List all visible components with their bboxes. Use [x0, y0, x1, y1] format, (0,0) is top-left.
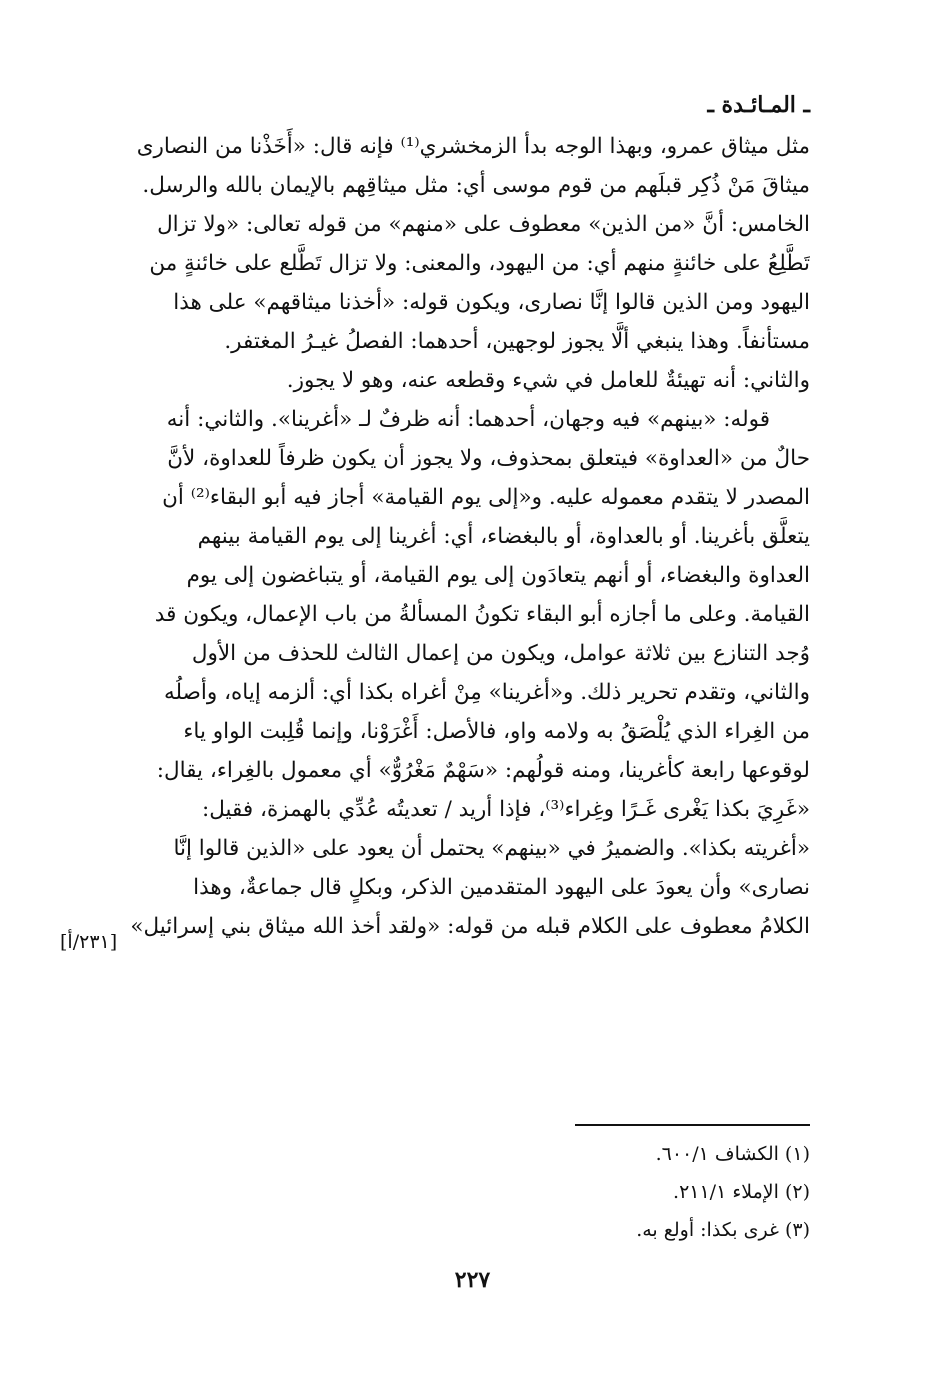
text-line: مثل ميثاق عمرو، وبهذا الوجه بدأ الزمخشري⁽¹⁾ فإنه قال: «أَخَذْنا من النصارى	[136, 134, 810, 159]
text-line: «أغريته بكذا». والضميرُ في «بينهم» يحتمل أن يعود على «الذين قالوا إنَّا	[173, 836, 810, 861]
text-line: تَطَّلِعُ على خائنةٍ منهم أي: من اليهود، والمعنى: ولا تزال تَطَّلع على خائنةٍ من	[149, 251, 810, 276]
text-line: يتعلَّق بأغرينا. أو بالعداوة، أو بالبغضاء، أي: أغرينا إلى يوم القيامة بينهم	[197, 524, 810, 549]
footnotes	[110, 1135, 810, 1249]
text-line: «غَرِيَ بكذا يَغْرى غَـرًا وغِراء⁽³⁾، فإذا أريد / تعديتُه عُدِّي بالهمزة، فقيل:	[202, 797, 810, 822]
text-line: والثاني، وتقدم تحرير ذلك. و«أغرينا» مِنْ أغراه بكذا أي: ألزمه إياه، وأصلُه	[163, 680, 810, 705]
text-line: لوقوعها رابعة كأغرينا، ومنه قولُهم: «سَهْمٌ مَغْرُوٌّ» أي معمول بالغِراء، يقال:	[156, 758, 810, 783]
text-line: والثاني: أنه تهيئةٌ للعامل في شيء وقطعه عنه، وهو لا يجوز.	[286, 368, 810, 393]
footnote-item: (١) الكشاف ٦٠٠/١.	[655, 1143, 810, 1165]
text-line: العداوة والبغضاء، أو أنهم يتعادَون إلى يوم القيامة، أو يتباغضون إلى يوم	[186, 563, 810, 588]
footnote-item: (٣) غرى بكذا: أولع به.	[636, 1219, 810, 1241]
text-line: المصدر لا يتقدم معموله عليه. و«إلى يوم القيامة» أجاز فيه أبو البقاء⁽²⁾ أن	[162, 485, 810, 510]
footnote-divider	[575, 1124, 810, 1126]
folio-margin-note: [٢٣١/أ]	[60, 931, 118, 953]
text-line: مستأنفاً. وهذا ينبغي ألَّا يجوز لوجهين، أحدهما: الفصلُ غيـرُ المغتفر.	[224, 329, 810, 354]
text-line: من الغِراء الذي يُلْصَقُ به ولامه واو، فالأصل: أَغْرَوْنا، وإنما قُلِبت الواو ياء	[183, 719, 810, 744]
text-line: قوله: «بينهم» فيه وجهان، أحدهما: أنه ظرفٌ لـ «أغرينا». والثاني: أنه	[166, 407, 770, 432]
footnote-item: (٢) الإملاء ٢١١/١.	[673, 1181, 810, 1203]
text-line: اليهود ومن الذين قالوا إنَّا نصارى، ويكون قوله: «أخذنا ميثاقهم» على هذا	[173, 290, 810, 315]
page-number: ٢٢٧	[454, 1267, 491, 1293]
text-line: الخامس: أنَّ «من الذين» معطوف على «منهم» من قوله تعالى: «ولا تزال	[157, 212, 810, 237]
running-header: ـ المـائـدة ـ	[707, 92, 810, 118]
text-line: القيامة. وعلى ما أجازه أبو البقاء تكونُ المسألةُ من باب الإعمال، ويكون قد	[154, 602, 810, 627]
text-line: ميثاقَ مَنْ ذُكِر قبلَهم من قوم موسى أي: مثل ميثاقِهم بالإيمان بالله والرسل.	[142, 173, 810, 198]
text-line: نصارى» وأن يعودَ على اليهود المتقدمين الذكر، وبكلٍ قال جماعةٌ، وهذا	[193, 875, 810, 900]
text-line: الكلامُ معطوف على الكلام قبله من قوله: «ولقد أخذ الله ميثاق بني إسرائيل»	[130, 914, 810, 939]
text-line: حالٌ من «العداوة» فيتعلق بمحذوف، ولا يجوز أن يكون ظرفاً للعداوة، لأنَّ	[167, 446, 810, 471]
text-line: وُجد التنازع بين ثلاثة عوامل، ويكون من إعمال الثالث للحذف من الأول	[191, 641, 810, 666]
main-text	[110, 127, 810, 946]
